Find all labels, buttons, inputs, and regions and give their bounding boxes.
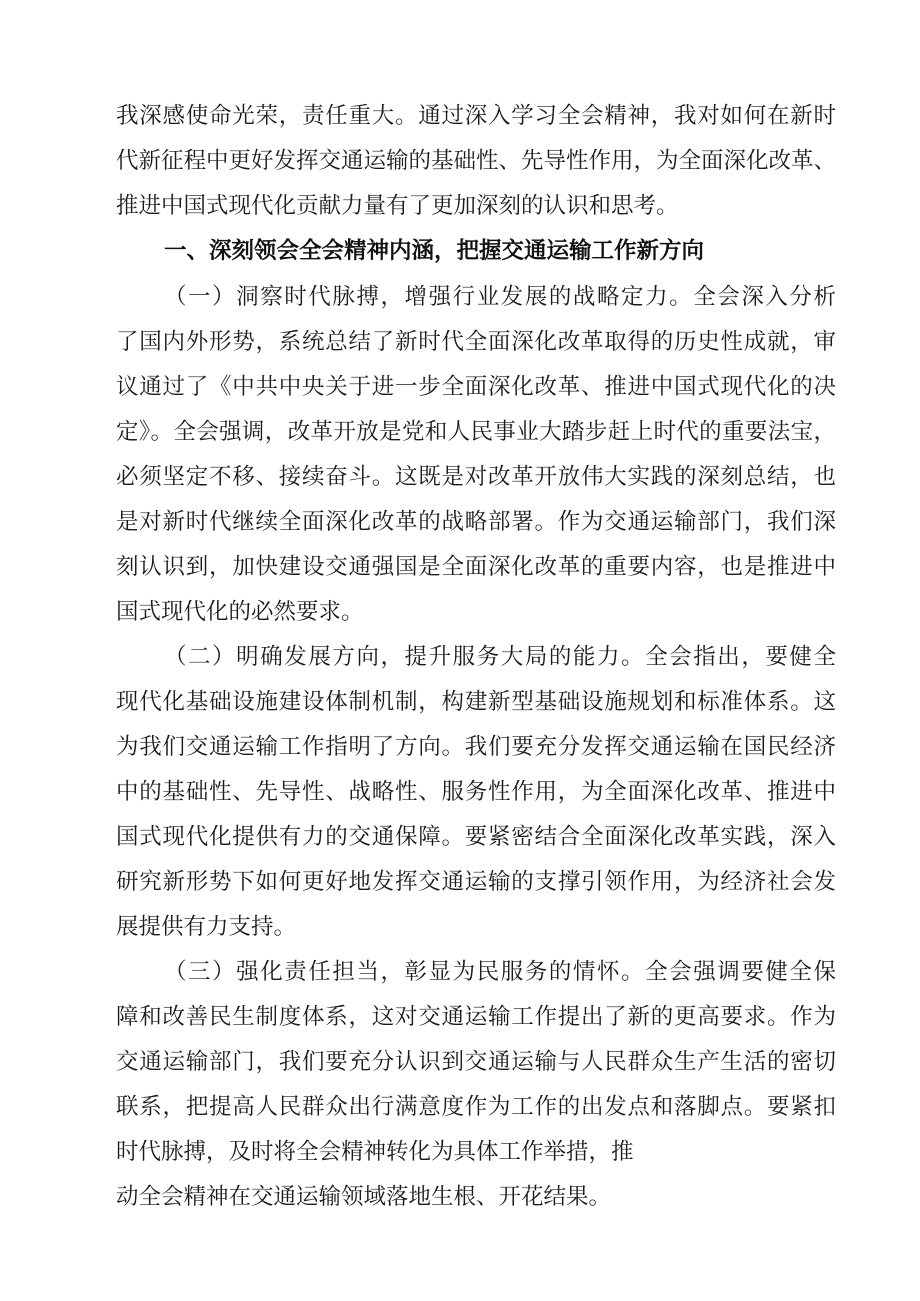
intro-line: 推进中国式现代化贡献力量有了更加深刻的认识和思考。: [116, 193, 679, 219]
paragraph-line: 国式现代化的必然要求。: [116, 599, 364, 625]
paragraph-line: 时代脉搏，及时将全会精神转化为具体工作举措，推: [116, 1139, 634, 1165]
paragraph-line: 障和改善民生制度体系，这对交通运输工作提出了新的更高要求。作为: [116, 1004, 836, 1030]
paragraph-line: 动全会精神在交通运输领域落地生根、开花结果。: [116, 1184, 612, 1210]
paragraph-line: 国式现代化提供有力的交通保障。要紧密结合全面深化改革实践，深入: [116, 824, 836, 850]
paragraph-line: 现代化基础设施建设体制机制，构建新型基础设施规划和标准体系。这: [116, 689, 836, 715]
paragraph-line: 交通运输部门，我们要充分认识到交通运输与人民群众生产生活的密切: [116, 1049, 836, 1075]
paragraph-line: （一）洞察时代脉搏，增强行业发展的战略定力。全会深入分析: [164, 284, 836, 310]
paragraph-line: 展提供有力支持。: [116, 914, 297, 940]
paragraph-line: 了国内外形势，系统总结了新时代全面深化改革取得的历史性成就，审: [116, 329, 836, 355]
paragraph-line: 必须坚定不移、接续奋斗。这既是对改革开放伟大实践的深刻总结，也: [116, 464, 836, 490]
section-heading: 一、深刻领会全会精神内涵，把握交通运输工作新方向: [164, 238, 705, 264]
paragraph-line: 为我们交通运输工作指明了方向。我们要充分发挥交通运输在国民经济: [116, 734, 836, 760]
paragraph-line: （三）强化责任担当，彰显为民服务的情怀。全会强调要健全保: [164, 959, 836, 985]
paragraph-line: 是对新时代继续全面深化改革的战略部署。作为交通运输部门，我们深: [116, 509, 836, 535]
paragraph-line: （二）明确发展方向，提升服务大局的能力。全会指出，要健全: [164, 644, 836, 670]
paragraph-line: 刻认识到，加快建设交通强国是全面深化改革的重要内容，也是推进中: [116, 554, 836, 580]
paragraph-line: 中的基础性、先导性、战略性、服务性作用，为全面深化改革、推进中: [116, 779, 836, 805]
paragraph-line: 联系，把提高人民群众出行满意度作为工作的出发点和落脚点。要紧扣: [116, 1094, 836, 1120]
intro-line: 代新征程中更好发挥交通运输的基础性、先导性作用，为全面深化改革、: [116, 148, 837, 174]
intro-line: 我深感使命光荣，责任重大。通过深入学习全会精神，我对如何在新时: [116, 103, 836, 129]
paragraph-line: 议通过了《中共中央关于进一步全面深化改革、推进中国式现代化的决: [116, 374, 836, 400]
paragraph-line: 定》。全会强调，改革开放是党和人民事业大踏步赶上时代的重要法宝，: [116, 419, 836, 445]
paragraph-line: 研究新形势下如何更好地发挥交通运输的支撑引领作用，为经济社会发: [116, 869, 836, 895]
